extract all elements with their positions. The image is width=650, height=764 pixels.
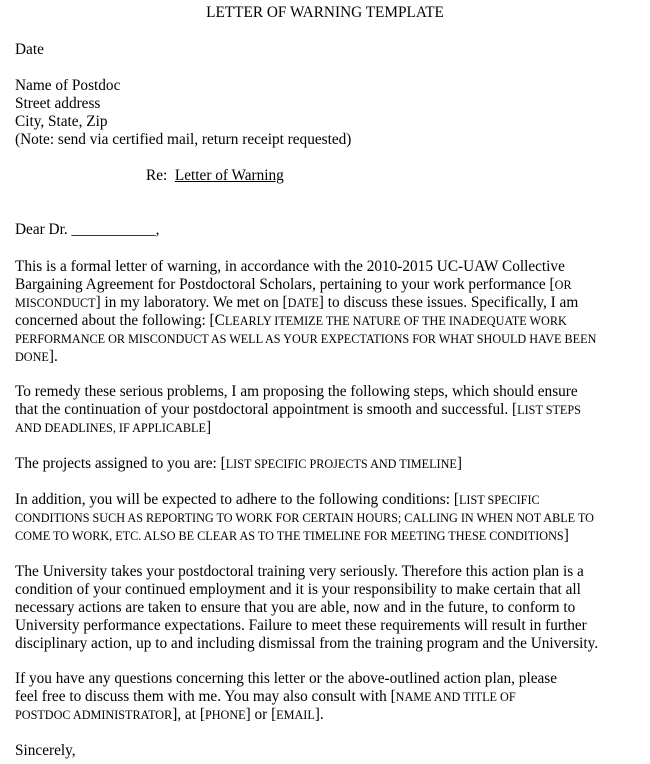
recipient-name: Name of Postdoc [15,77,121,94]
para2-line2: that the continuation of your postdoctoral appointment is smooth and successful. [LIST STEPS [15,401,581,418]
closing: Sincerely, [15,742,76,759]
paragraph-questions [15,670,635,724]
para2-line1: To remedy these serious problems, I am proposing the following steps, which should ensure [15,383,578,400]
mailing-note: (Note: send via certified mail, return receipt requested) [15,131,352,148]
para5-line4: University performance expectations. Failure to meet these requirements will result in further [15,617,587,634]
para4-line3: COME TO WORK, ETC. ALSO BE CLEAR AS TO THE TIMELINE FOR MEETING THESE CONDITIONS] [15,527,569,544]
paragraph-remedy-steps [15,383,635,437]
para5-line5: disciplinary action, up to and including dismissal from the training program and the University. [15,635,599,652]
re-label: Re: [146,167,168,184]
para6-line2: feel free to discuss them with me. You may also consult with [NAME AND TITLE OF [15,688,516,705]
para4-line1: In addition, you will be expected to adhere to the following conditions: [LIST SPECIFIC [15,491,540,508]
para1-line2: Bargaining Agreement for Postdoctoral Scholars, pertaining to your work performance [OR [15,276,572,293]
para4-line2: CONDITIONS SUCH AS REPORTING TO WORK FOR CERTAIN HOURS; CALLING IN WHEN NOT ABLE TO [15,511,594,525]
re-subject: Letter of Warning [174,167,284,184]
salutation: Dear Dr. ___________, [15,221,160,238]
para5-line1: The University takes your postdoctoral training very seriously. Therefore this action plan is a [15,563,584,580]
para6-line3: POSTDOC ADMINISTRATOR], at [PHONE] or [EMAIL]. [15,706,324,723]
para1-line6: DONE]. [15,348,58,365]
subject-line [146,167,284,185]
recipient-address [15,77,635,149]
para1-line3: MISCONDUCT] in my laboratory. We met on [DATE] to discuss these issues. Specifically, I am [15,294,579,311]
paragraph-formal-warning [15,258,635,366]
para1-line1: This is a formal letter of warning, in accordance with the 2010-2015 UC-UAW Collective [15,258,565,275]
para2-line3: AND DEADLINES, IF APPLICABLE] [15,419,212,436]
recipient-street: Street address [15,95,101,112]
paragraph-conditions [15,491,635,545]
para1-line5: PERFORMANCE OR MISCONDUCT AS WELL AS YOUR EXPECTATIONS FOR WHAT SHOULD HAVE BEEN [15,332,597,346]
recipient-city: City, State, Zip [15,113,108,130]
para5-line2: condition of your continued employment and it is your responsibility to make certain that all [15,581,581,598]
paragraph-university-policy [15,563,635,653]
date-placeholder: Date [15,41,44,58]
para6-line1: If you have any questions concerning this letter or the above-outlined action plan, please [15,670,558,687]
para1-line4: concerned about the following: [CLEARLY ITEMIZE THE NATURE OF THE INADEQUATE WORK [15,312,567,329]
para5-line3: necessary actions are taken to ensure that you are able, now and in the future, to conform to [15,599,576,616]
document-title: LETTER OF WARNING TEMPLATE [206,4,444,21]
paragraph-projects: The projects assigned to you are: [LIST SPECIFIC PROJECTS AND TIMELINE] [15,455,462,472]
